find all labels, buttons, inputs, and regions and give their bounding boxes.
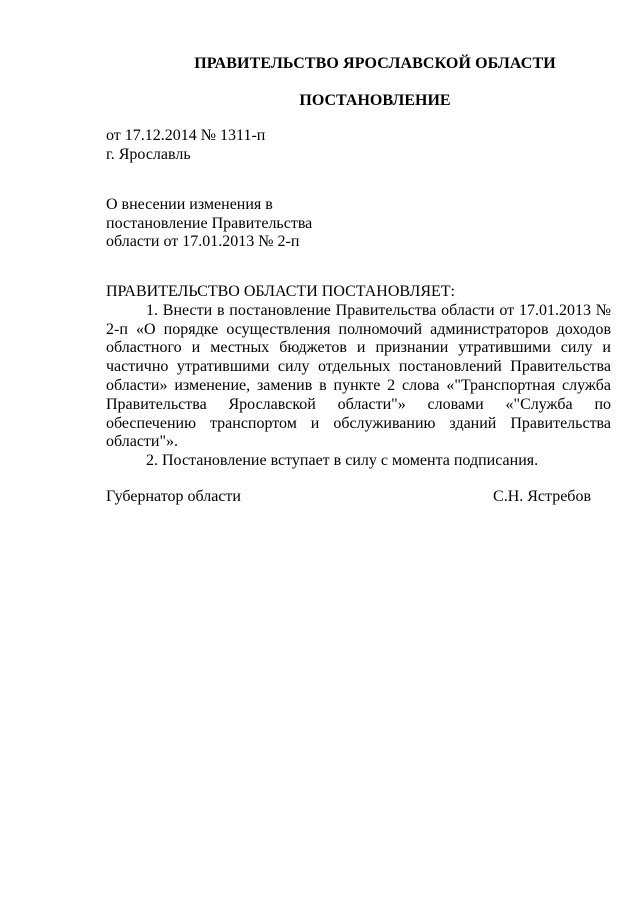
paragraph-2: 2. Постановление вступает в силу с момента подписания.	[146, 452, 539, 470]
organization-title: ПРАВИТЕЛЬСТВО ЯРОСЛАВСКОЙ ОБЛАСТИ	[194, 55, 556, 72]
signatory-position: Губернатор области	[106, 488, 241, 505]
signatory-name: С.Н. Ястребов	[493, 488, 591, 505]
document-type-title: ПОСТАНОВЛЕНИЕ	[299, 92, 451, 109]
subject-line-2: постановление Правительства	[106, 214, 313, 232]
date-number: от 17.12.2014 № 1311-п	[106, 127, 266, 144]
subject-line-3: области от 17.01.2013 № 2-п	[106, 233, 300, 250]
signature-block	[106, 488, 591, 506]
date-block	[106, 126, 265, 164]
body-block	[106, 283, 611, 471]
paragraph-1: 1. Внести в постановление Правительства области от 17.01.2013 № 2-п «О порядке осуществления полномочий администраторов доходов областного и местных бюджетов и признании утратившими силу и частично утратившими силу отдельных постановлений Правительства области» изменение, заменив в пункте 2 слова «"Транспортная служба Правительства Ярославской области"» словами «"Служба по обеспечению транспортом и обслуживанию зданий Правительства области"».	[106, 301, 611, 451]
subject-line-1: О внесении изменения в	[106, 196, 273, 213]
city: г. Ярославль	[106, 146, 191, 163]
subject-block	[106, 196, 312, 252]
decree-heading: ПРАВИТЕЛЬСТВО ОБЛАСТИ ПОСТАНОВЛЯЕТ:	[106, 283, 455, 300]
